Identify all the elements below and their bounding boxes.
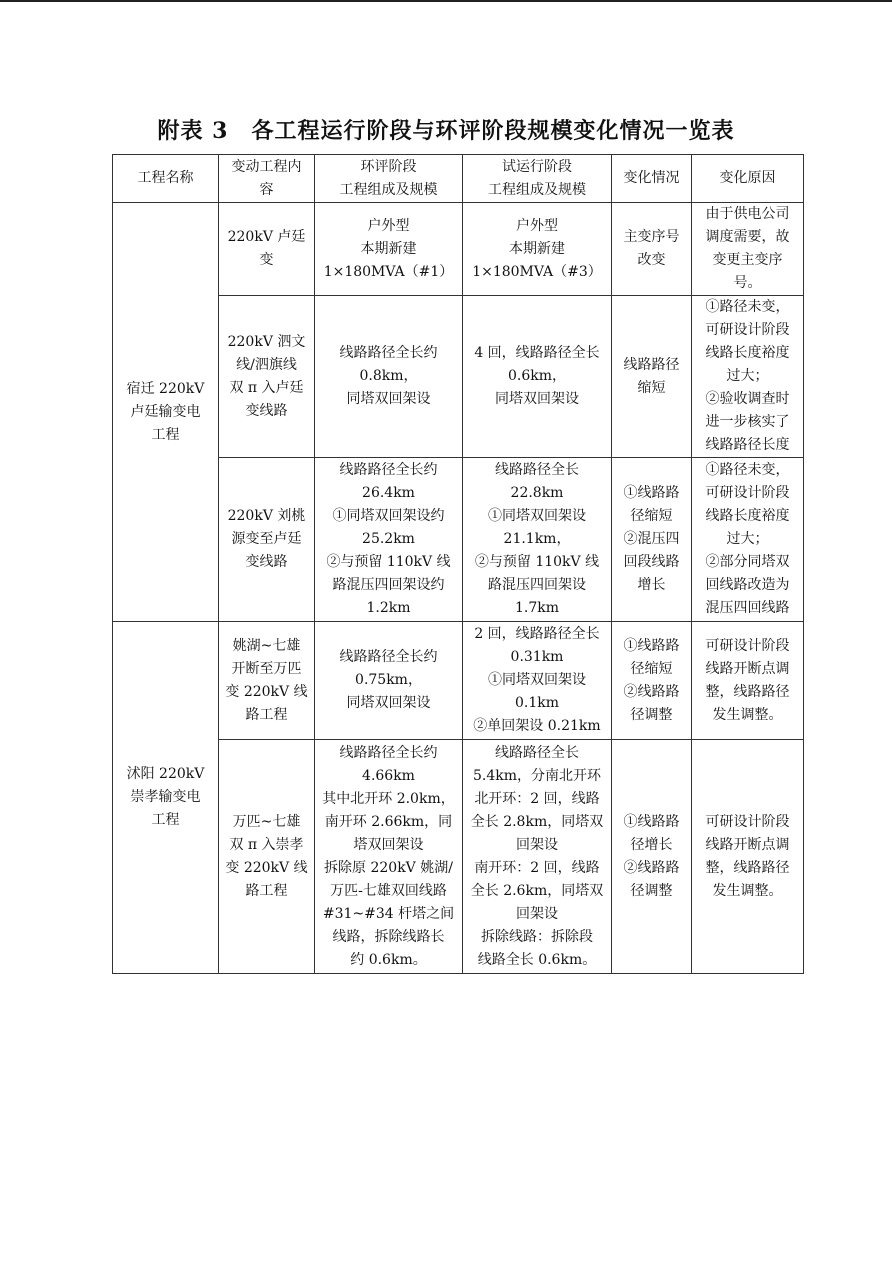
- cell-text-line: 工程: [151, 812, 180, 828]
- cell-text-line: 26.4km: [362, 485, 415, 501]
- cell-text-line: 同塔双回架设: [495, 391, 579, 407]
- cell-text-line: 0.31km: [510, 649, 564, 665]
- cell-text-line: 可研设计阶段: [705, 637, 790, 654]
- cell-text-line: 拆除线路：拆除段: [481, 928, 593, 945]
- cell-text-line: 由于供电公司: [705, 206, 790, 222]
- cell-text-line: 增长: [637, 577, 666, 593]
- cell-text-line: ①同塔双回架设: [488, 508, 586, 524]
- header-cell: [612, 155, 692, 203]
- cell-text-line: 约 0.6km。: [350, 951, 427, 968]
- top-border-line: [0, 0, 892, 2]
- reason-cell: [692, 622, 804, 740]
- cell-text-line: 可研设计阶段: [705, 322, 790, 338]
- cell-text-line: 线路路径全长约: [339, 744, 438, 761]
- cell-text-line: ②部分同塔双: [705, 554, 790, 570]
- cell-text-line: 容: [259, 181, 274, 198]
- cell-text-line: 线路长度裕度: [705, 345, 790, 361]
- cell-text-line: 0.1km: [514, 695, 560, 711]
- cell-text-line: 4.66km: [362, 767, 415, 784]
- cell-text-line: ①路径未变，: [705, 462, 790, 478]
- cell-text-line: 发生调整。: [712, 882, 783, 899]
- reason-cell: [692, 740, 804, 974]
- header-cell: [463, 155, 612, 203]
- cell-text-line: 回线路改造为: [705, 577, 790, 593]
- cell-text-line: 变化原因: [719, 170, 776, 186]
- cell-text-line: 全长 2.6km，同塔双: [470, 882, 604, 899]
- cell-text-line: 南开环 2.66km，同: [324, 813, 453, 830]
- cell-text-line: ②单回架设 0.21km: [473, 718, 601, 734]
- cell-text-line: 25.2km: [362, 531, 415, 547]
- project-name-cell: [113, 622, 219, 974]
- cell-text-line: 线路开断点调: [705, 836, 790, 853]
- cell-text-line: ①线路路: [623, 485, 680, 501]
- cell-text-line: 工程组成及规模: [488, 181, 586, 198]
- cell-text-line: 变 220kV 线: [225, 683, 308, 700]
- cell-text-line: 线路路径全长约: [339, 649, 438, 665]
- cell-text-line: 本期新建: [509, 240, 565, 257]
- cell-text-line: 宿迁 220kV: [126, 380, 205, 397]
- trial-cell: [463, 203, 612, 296]
- cell-text-line: ②线路路: [623, 859, 680, 876]
- cell-text-line: 回架设: [516, 905, 558, 922]
- item-cell: [219, 622, 315, 740]
- cell-text-line: 路混压四回架设约: [332, 577, 445, 593]
- cell-text-line: ②与预留 110kV 线: [474, 554, 600, 570]
- cell-text-line: 0.6km，: [507, 368, 567, 384]
- cell-text-line: 0.75km，: [355, 672, 422, 688]
- cell-text-line: 5.4km，分南北开环: [472, 767, 602, 784]
- item-cell: [219, 740, 315, 974]
- cell-text-line: 2 回，线路路径全长: [474, 626, 600, 642]
- cell-text-line: 线路长度裕度: [705, 508, 790, 524]
- trial-cell: [463, 296, 612, 458]
- eia-cell: [315, 203, 463, 296]
- cell-text-line: 220kV 卢廷: [227, 229, 306, 245]
- cell-text-line: 220kV 泗文: [227, 333, 306, 350]
- cell-text-line: 过大；: [726, 368, 769, 384]
- header-row: [113, 155, 804, 203]
- cell-text-line: 线路路径全长约: [339, 462, 438, 478]
- cell-text-line: ②与预留 110kV 线: [326, 554, 451, 570]
- cell-text-line: 径缩短: [630, 508, 673, 524]
- cell-text-line: 1×180MVA（#3）: [472, 263, 602, 280]
- cell-text-line: 混压四回线路: [705, 600, 790, 616]
- cell-text-line: 同塔双回架设: [346, 391, 431, 407]
- cell-text-line: 卢廷输变电: [130, 403, 201, 420]
- change-cell: [612, 740, 692, 974]
- cell-text-line: 崇孝输变电: [130, 789, 201, 805]
- cell-text-line: #31~#34 杆塔之间: [322, 905, 455, 922]
- cell-text-line: 路工程: [245, 706, 288, 723]
- cell-text-line: 变 220kV 线: [225, 859, 308, 876]
- cell-text-line: 线路路径长度: [705, 437, 790, 453]
- cell-text-line: 拆除原 220kV 姚湖/: [324, 859, 453, 876]
- item-cell: [219, 296, 315, 458]
- cell-text-line: 开断至万匹: [231, 660, 302, 677]
- cell-text-line: ①线路路: [623, 637, 680, 654]
- reason-cell: [692, 203, 804, 296]
- cell-text-line: 过大；: [726, 531, 769, 547]
- cell-text-line: 其中北开环 2.0km，: [322, 790, 455, 807]
- cell-text-line: ②混压四: [623, 531, 680, 547]
- cell-text-line: 线路开断点调: [705, 660, 790, 677]
- cell-text-line: 4 回，线路路径全长: [474, 345, 600, 361]
- cell-text-line: 线路全长 0.6km。: [477, 951, 597, 968]
- header-cell: [219, 155, 315, 203]
- cell-text-line: 线路路径全长: [495, 744, 579, 761]
- cell-text-line: 北开环：2 回，线路: [474, 790, 600, 807]
- cell-text-line: 回架设: [516, 836, 558, 853]
- cell-text-line: 路工程: [245, 882, 288, 899]
- cell-text-line: 径增长: [630, 836, 673, 853]
- cell-text-line: 线/泗旗线: [236, 356, 297, 373]
- cell-text-line: 变化情况: [623, 170, 680, 186]
- cell-text-line: 整，线路路径: [705, 859, 790, 876]
- cell-text-line: 路混压四回架设: [488, 577, 586, 593]
- eia-cell: [315, 458, 463, 622]
- cell-text-line: 变线路: [245, 402, 288, 419]
- cell-text-line: 21.1km，: [503, 531, 571, 547]
- cell-text-line: 回段线路: [623, 554, 680, 570]
- cell-text-line: 沭阳 220kV: [126, 766, 205, 782]
- cell-text-line: 22.8km: [510, 485, 564, 501]
- cell-text-line: 调度需要，故: [705, 229, 790, 245]
- cell-text-line: ②线路路: [623, 683, 680, 700]
- cell-text-line: 万匹~七雄: [232, 813, 301, 830]
- eia-cell: [315, 740, 463, 974]
- cell-text-line: 变更主变序: [712, 252, 783, 268]
- cell-text-line: 线路路径: [623, 356, 680, 373]
- trial-cell: [463, 622, 612, 740]
- cell-text-line: 径缩短: [630, 660, 673, 677]
- cell-text-line: 源变至卢廷: [231, 531, 302, 547]
- cell-text-line: 塔双回架设: [353, 836, 424, 853]
- cell-text-line: 变线路: [245, 554, 288, 570]
- cell-text-line: 径调整: [630, 706, 673, 723]
- change-cell: [612, 296, 692, 458]
- cell-text-line: ①同塔双回架设: [488, 672, 586, 688]
- cell-text-line: 户外型: [367, 217, 410, 234]
- reason-cell: [692, 458, 804, 622]
- header-cell: [113, 155, 219, 203]
- change-cell: [612, 203, 692, 296]
- cell-text-line: 万匹-七雄双回线路: [330, 882, 447, 899]
- cell-text-line: 双 π 入崇孝: [229, 836, 304, 853]
- cell-text-line: 线路，拆除线路长: [332, 928, 445, 945]
- cell-text-line: 工程组成及规模: [339, 181, 438, 198]
- cell-text-line: ①路径未变，: [705, 299, 790, 315]
- change-cell: [612, 458, 692, 622]
- cell-text-line: 本期新建: [360, 240, 417, 257]
- trial-cell: [463, 740, 612, 974]
- eia-cell: [315, 622, 463, 740]
- cell-text-line: 改变: [637, 252, 666, 268]
- cell-text-line: 姚湖~七雄: [232, 637, 301, 654]
- item-cell: [219, 203, 315, 296]
- cell-text-line: 南开环：2 回，线路: [474, 859, 600, 876]
- change-cell: [612, 622, 692, 740]
- cell-text-line: 线路路径全长约: [339, 345, 438, 361]
- cell-text-line: 号。: [733, 275, 762, 291]
- trial-cell: [463, 458, 612, 622]
- cell-text-line: ①同塔双回架设约: [332, 508, 445, 524]
- cell-text-line: 径调整: [630, 882, 673, 899]
- cell-text-line: 进一步核实了: [705, 414, 790, 430]
- cell-text-line: 全长 2.8km，同塔双: [470, 813, 604, 830]
- cell-text-line: 工程: [151, 426, 180, 443]
- cell-text-line: 变动工程内: [231, 158, 302, 175]
- cell-text-line: 线路路径全长: [495, 462, 579, 478]
- cell-text-line: 双 π 入卢廷: [229, 379, 304, 396]
- cell-text-line: 环评阶段: [360, 158, 417, 175]
- cell-text-line: ②验收调查时: [705, 391, 790, 407]
- item-cell: [219, 458, 315, 622]
- header-cell: [692, 155, 804, 203]
- cell-text-line: 1×180MVA（#1）: [323, 263, 454, 280]
- cell-text-line: 缩短: [637, 379, 666, 396]
- cell-text-line: 可研设计阶段: [705, 485, 790, 501]
- table-row: [113, 203, 804, 296]
- cell-text-line: ①线路路: [623, 813, 680, 830]
- comparison-table: [112, 154, 804, 974]
- cell-text-line: 1.2km: [366, 600, 411, 616]
- cell-text-line: 可研设计阶段: [705, 813, 790, 830]
- cell-text-line: 同塔双回架设: [346, 695, 431, 711]
- cell-text-line: 工程名称: [137, 170, 194, 186]
- eia-cell: [315, 296, 463, 458]
- cell-text-line: 主变序号: [623, 229, 680, 245]
- cell-text-line: 1.7km: [514, 600, 560, 616]
- cell-text-line: 发生调整。: [712, 706, 783, 723]
- cell-text-line: 试运行阶段: [502, 158, 572, 175]
- cell-text-line: 0.8km，: [359, 368, 418, 384]
- header-cell: [315, 155, 463, 203]
- page-title: 附表 3 各工程运行阶段与环评阶段规模变化情况一览表: [157, 118, 735, 144]
- table-row: [113, 622, 804, 740]
- project-name-cell: [113, 203, 219, 622]
- cell-text-line: 变: [259, 252, 274, 268]
- cell-text-line: 整，线路路径: [705, 683, 790, 700]
- reason-cell: [692, 296, 804, 458]
- cell-text-line: 220kV 刘桃: [227, 508, 306, 524]
- cell-text-line: 户外型: [516, 217, 558, 234]
